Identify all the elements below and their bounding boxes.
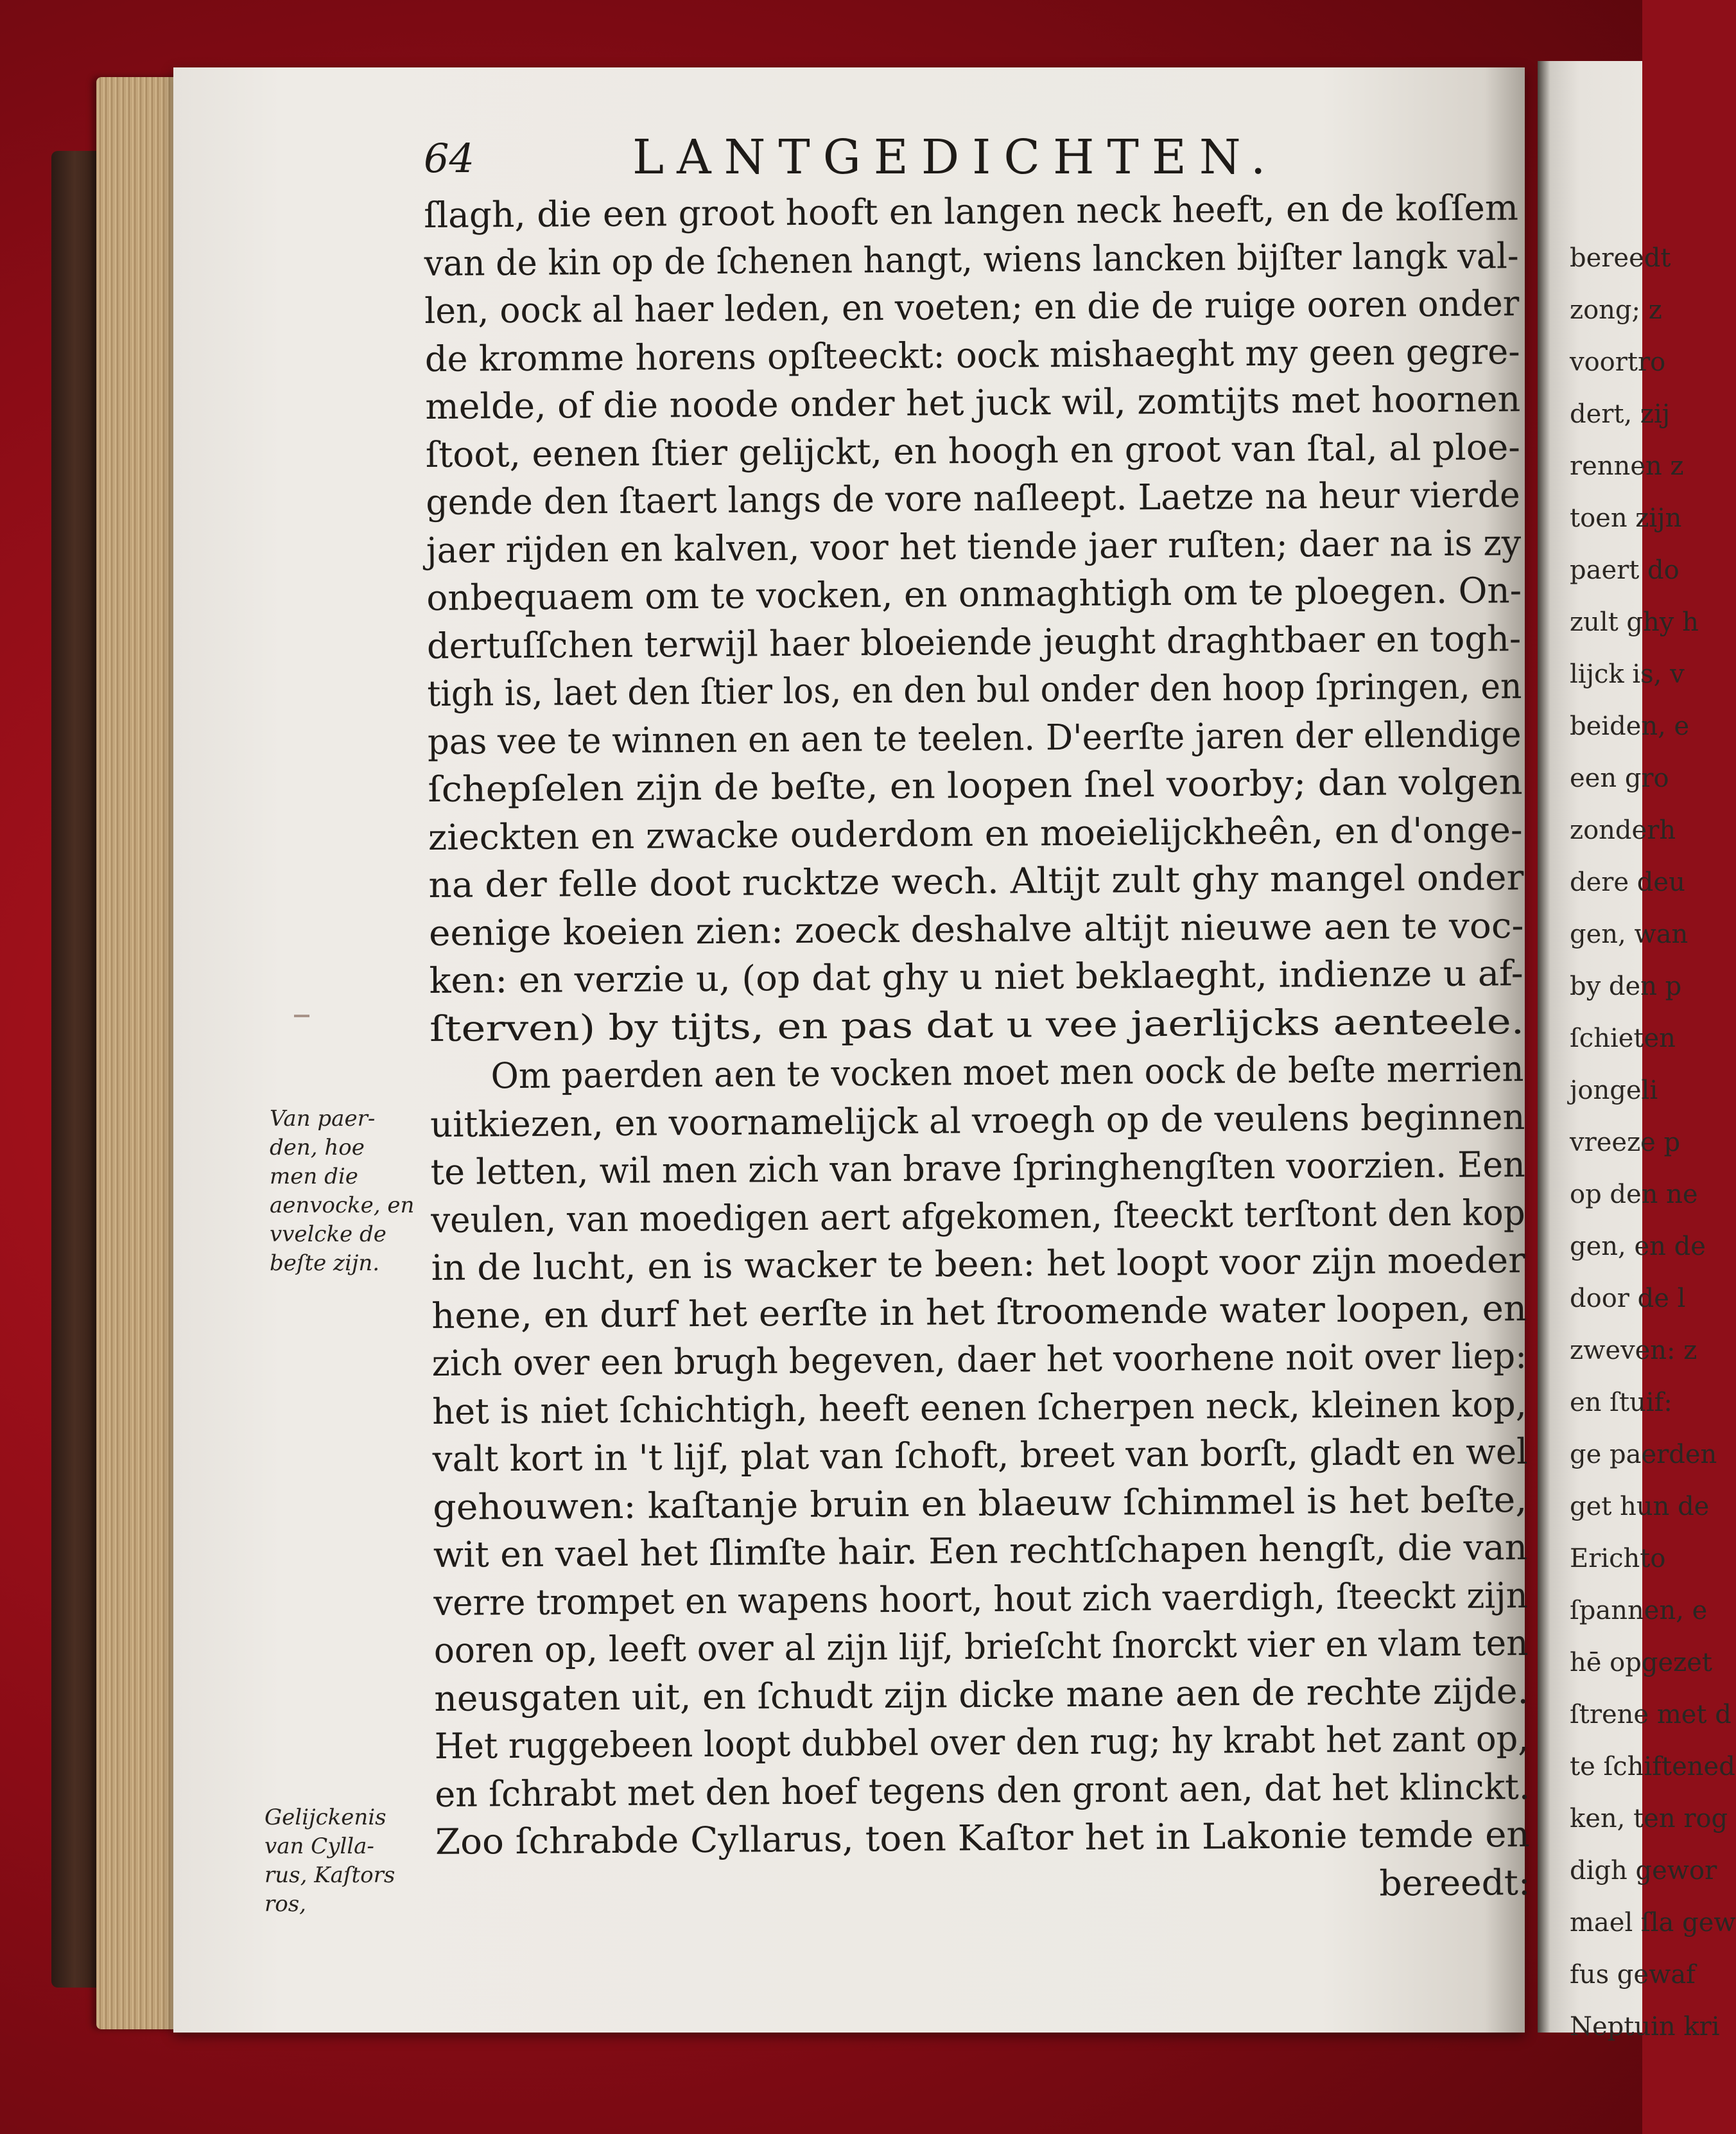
margin-note-line: aenvocke, en	[270, 1193, 415, 1218]
facing-page-fragment: ſtrene met d	[1570, 1700, 1732, 1729]
facing-page-fragment: dert, zij	[1570, 399, 1671, 429]
text-line: verre trompet en wapens hoort, hout zich vaerdigh, ſteeckt zijn	[433, 1574, 1528, 1623]
text-line: neusgaten uit, en ſchudt zijn dicke mane aen de rechte zijde.	[434, 1670, 1529, 1719]
text-line: wit en vael het ſlimſte hair. Een rechtſchapen hengſt, die van	[433, 1526, 1528, 1575]
ink-mark	[294, 1015, 309, 1017]
facing-page-fragment: op den ne	[1570, 1180, 1698, 1209]
text-line: ſlagh, die een groot hooft en langen neck heeft, en de koſſem	[424, 187, 1519, 236]
text-line: pas vee te winnen en aen te teelen. D'eerſte jaren der ellendige	[427, 713, 1522, 762]
facing-page-fragment: lijck is, v	[1570, 660, 1685, 689]
facing-page-fragment: paert do	[1570, 555, 1680, 585]
facing-page-fragment: rennen z	[1570, 451, 1684, 481]
facing-page-fragment: ken, ten rog	[1570, 1804, 1728, 1833]
margin-note-line: Gelijckenis	[265, 1805, 386, 1830]
facing-page	[1538, 61, 1736, 2042]
text-line: jaer rijden en kalven, voor het tiende jaer ruſten; daer na is zy	[426, 521, 1522, 571]
facing-page-fragment: get hun de	[1570, 1492, 1710, 1521]
facing-page-fragment: voortro	[1570, 347, 1666, 377]
margin-note-line: van Cylla-	[265, 1833, 374, 1859]
facing-page-fragment: mael ſla gew	[1570, 1908, 1736, 1937]
facing-page-fragment: ſpannen, e	[1570, 1596, 1708, 1625]
catchword: bereedt:	[1379, 1861, 1531, 1904]
facing-page-fragment: Erichto	[1570, 1544, 1666, 1573]
facing-page-fragment: door de l	[1570, 1284, 1686, 1313]
text-line: van de kin op de ſchenen hangt, wiens lancken bijſter langk val-	[424, 234, 1519, 284]
facing-page-fragment: zonderh	[1570, 816, 1676, 845]
text-line: melde, of die noode onder het juck wil, zomtijts met hoornen	[425, 378, 1521, 427]
text-line: gehouwen: kaſtanje bruin en blaeuw ſchimmel is het beſte,	[433, 1478, 1527, 1528]
facing-page-fragment: te ſchiftened	[1570, 1752, 1735, 1781]
text-line: veulen, van moedigen aert afgekomen, ſteeckt terſtont den kop	[430, 1191, 1525, 1241]
facing-page-fragment: gen, en de	[1570, 1232, 1706, 1261]
facing-page-fragment: toen zijn	[1570, 503, 1682, 533]
text-line: valt kort in 't lijf, plat van ſchoft, breet van borſt, gladt en wel	[432, 1431, 1528, 1480]
text-line: Zoo ſchrabde Cyllarus, toen Kaſtor het in Lakonie temde en	[435, 1814, 1530, 1862]
text-line: ken: en verzie u, (op dat ghy u niet beklaeght, indienze u af-	[429, 952, 1523, 1001]
text-line: ſchepſelen zijn de beſte, en loopen ſnel voorby; dan volgen	[428, 761, 1523, 810]
facing-page-fragment: dere deu	[1570, 868, 1685, 897]
facing-page-fragment: jongeli	[1570, 1076, 1658, 1105]
text-line: tigh is, laet den ſtier los, en den bul onder den hoop ſpringen, en	[427, 665, 1522, 714]
margin-note-line: den, hoe	[270, 1135, 365, 1160]
facing-page-fragment: by den p	[1570, 972, 1682, 1001]
facing-page-fragment: hē opgezet	[1570, 1648, 1712, 1677]
facing-page-fragment: beiden, e	[1570, 712, 1690, 741]
text-line: in de lucht, en is wacker te been: het loopt voor zijn moeder	[431, 1239, 1526, 1288]
text-line: te letten, wil men zich van brave ſpringhengſten voorzien. Een	[430, 1144, 1525, 1193]
text-line: de kromme horens opſteeckt: oock mishaeght my geen gegre-	[424, 330, 1520, 380]
text-line: len, oock al haer leden, en voeten; en die de ruige ooren onder	[424, 283, 1520, 331]
text-line: hene, en durf het eerſte in het ſtroomende water loopen, en	[431, 1287, 1527, 1336]
facing-page-fragment: zweven: z	[1570, 1336, 1697, 1365]
facing-page-fragment: en ſtuif:	[1570, 1388, 1672, 1417]
paragraph-start-line: Om paerden aen te vocken moet men oock de beſte merrien	[490, 1048, 1524, 1097]
facing-page-fragment: fus gewaf	[1570, 1960, 1696, 1990]
margin-note-line: vvelcke de	[270, 1221, 386, 1247]
facing-page-fragment: gen, wan	[1570, 920, 1688, 949]
margin-note-horses	[270, 1105, 424, 1278]
text-line: zieckten en zwacke ouderdom en moeielijckheên, en d'onge-	[428, 809, 1523, 858]
running-title: LANTGEDICHTEN.	[632, 130, 1279, 185]
margin-note-line: ros,	[265, 1891, 306, 1917]
facing-page-fragment: een gro	[1570, 764, 1669, 793]
text-line: ſterven) by tijts, en pas dat u vee jaerlijcks aenteele.	[429, 1000, 1525, 1049]
facing-page-fragment: digh gewor	[1570, 1856, 1717, 1885]
text-line: het is niet ſchichtigh, heeft eenen ſcherpen neck, kleinen kop,	[432, 1383, 1527, 1432]
margin-note-cyllarus	[265, 1803, 425, 1919]
margin-note-line: rus, Kaſtors	[265, 1862, 395, 1888]
text-line: Het ruggebeen loopt dubbel over den rug; hy krabt het zant op,	[434, 1718, 1529, 1767]
text-line: uitkiezen, en voornamelijck al vroegh op de veulens beginnen	[430, 1096, 1525, 1145]
facing-page-fragment: ſchieten	[1570, 1024, 1676, 1053]
text-line: dertuſſchen terwijl haer bloeiende jeught draghtbaer en togh-	[426, 617, 1522, 667]
text-line: en ſchrabt met den hoef tegens den gront aen, dat het klinckt.	[435, 1765, 1531, 1815]
facing-page-fragment: Neptuin kri	[1570, 2012, 1720, 2042]
text-line: zich over een brugh begeven, daer het voorhene noit over liep:	[431, 1335, 1527, 1384]
text-line: ooren op, leeft over al zijn lijf, brieſcht ſnorckt vier en vlam ten	[433, 1622, 1529, 1671]
margin-note-line: Van paer-	[270, 1106, 376, 1132]
page-header	[424, 128, 1374, 193]
page-number: 64	[424, 135, 474, 182]
facing-page-fragment: zult ghy h	[1570, 608, 1699, 637]
text-line: eenige koeien zien: zoeck deshalve altijt nieuwe aen te voc-	[428, 904, 1524, 954]
text-line: na der felle doot rucktze wech. Altijt zult ghy mangel onder	[428, 857, 1524, 905]
margin-note-line: beſte zijn.	[270, 1250, 380, 1276]
facing-page-fragment: zong; z	[1570, 295, 1662, 325]
text-line: ſtoot, eenen ſtier gelijckt, en hoogh en groot van ſtal, al ploe-	[425, 426, 1521, 475]
text-line: gende den ſtaert langs de vore naſleept. Laetze na heur vierde	[426, 474, 1520, 523]
margin-note-line: men die	[270, 1164, 358, 1189]
facing-page-fragment: vreeze p	[1570, 1128, 1681, 1157]
text-line: onbequaem om te vocken, en onmaghtigh om te ploegen. On-	[426, 570, 1522, 618]
body-text	[424, 184, 1531, 1914]
facing-page-fragment: bereedt	[1570, 243, 1671, 273]
facing-page-fragment: ge paerden	[1570, 1440, 1717, 1469]
